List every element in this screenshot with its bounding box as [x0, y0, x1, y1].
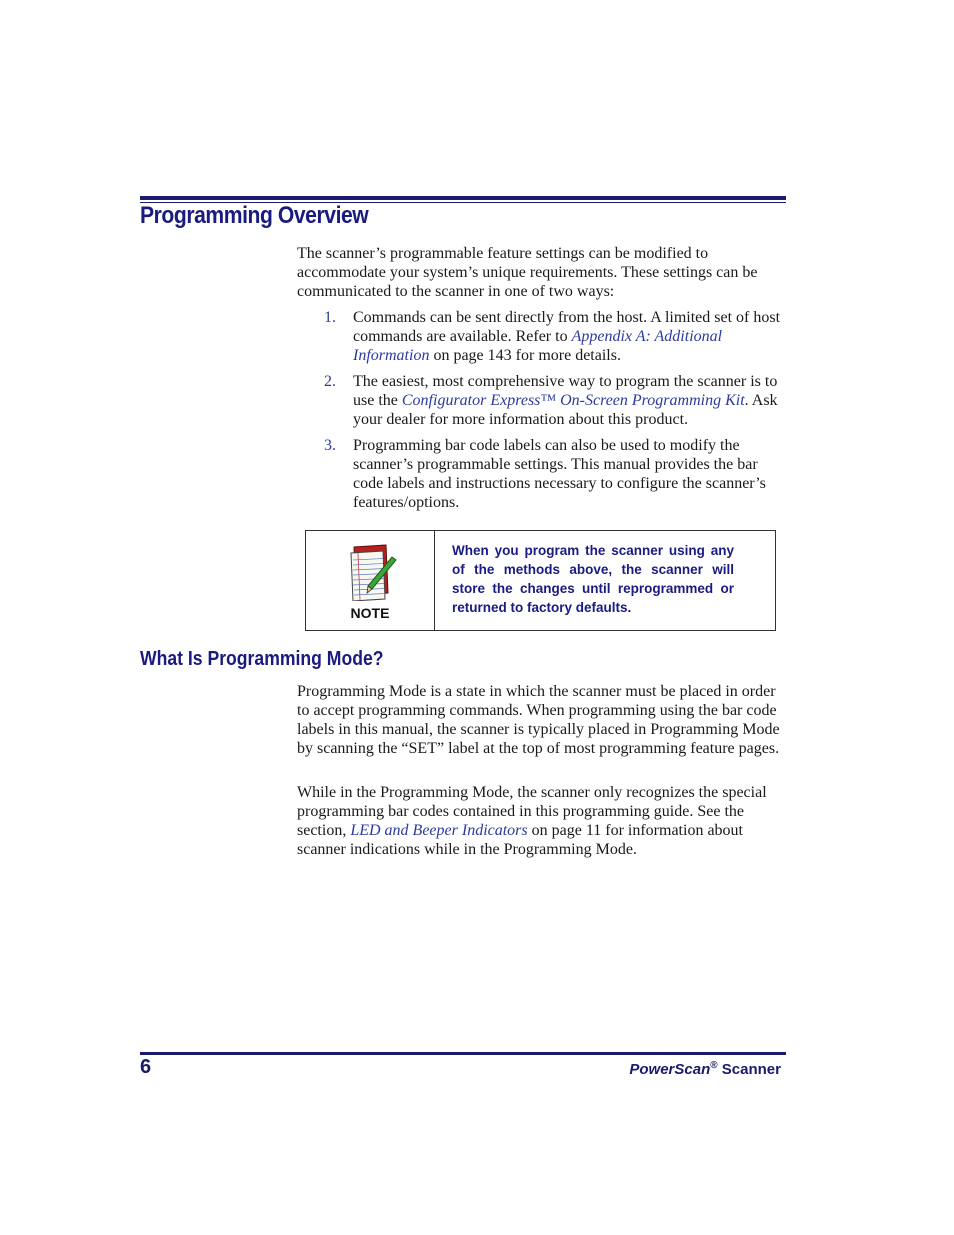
header-rule-thick [140, 196, 786, 200]
list-text: Commands can be sent directly from the host. A limited set of host commands are available. Refer to Appendix A: Additional Information on page 143 for more details. [353, 309, 781, 364]
note-label: NOTE [350, 605, 390, 621]
led-beeper-link[interactable]: LED and Beeper Indicators [350, 822, 528, 839]
configurator-link[interactable]: Configurator Express™ On-Screen Programming Kit [401, 392, 745, 409]
notepad-pen-icon [346, 543, 398, 601]
programming-mode-paragraph-2: While in the Programming Mode, the scanner only recognizes the special programming bar codes contained in this programming guide. See the section, LED and Beeper Indicators on page 11 for information about scanner indications while in the Programming Mode. [297, 784, 767, 858]
footer-rule [140, 1052, 786, 1055]
page-number: 6 [140, 1056, 152, 1078]
list-number: 2. [324, 373, 336, 390]
page-title: Programming Overview [140, 202, 369, 229]
programming-mode-paragraph: Programming Mode is a state in which the scanner must be placed in order to accept programming commands. When programming using the bar code labels in this manual, the scanner is typically placed in Programming Mode by scanning the “SET” label at the top of most programming feature pages. [297, 683, 780, 757]
list-number: 1. [324, 309, 336, 326]
list-text: The easiest, most comprehensive way to program the scanner is to use the Configurator Express™ On-Screen Programming Kit. Ask your dealer for more information about this product. [353, 373, 778, 428]
footer-product-title: PowerScan® Scanner [629, 1060, 781, 1078]
note-text: When you program the scanner using any of the methods above, the scanner will store the changes until reprogrammed or returned to factory defaults. [452, 543, 734, 615]
subsection-title: What Is Programming Mode? [140, 648, 384, 670]
note-box [305, 530, 776, 631]
note-divider [434, 531, 435, 630]
intro-paragraph: The scanner’s programmable feature settings can be modified to accommodate your system’s unique requirements. These settings can be communicated to the scanner in one of two ways: [297, 245, 758, 300]
list-number: 3. [324, 437, 336, 454]
appendix-link[interactable]: Appendix A: Additional Information [353, 328, 723, 364]
list-text: Programming bar code labels can also be used to modify the scanner’s programmable settings. This manual provides the bar code labels and instructions necessary to configure the scanner’s features/options. [353, 437, 766, 511]
